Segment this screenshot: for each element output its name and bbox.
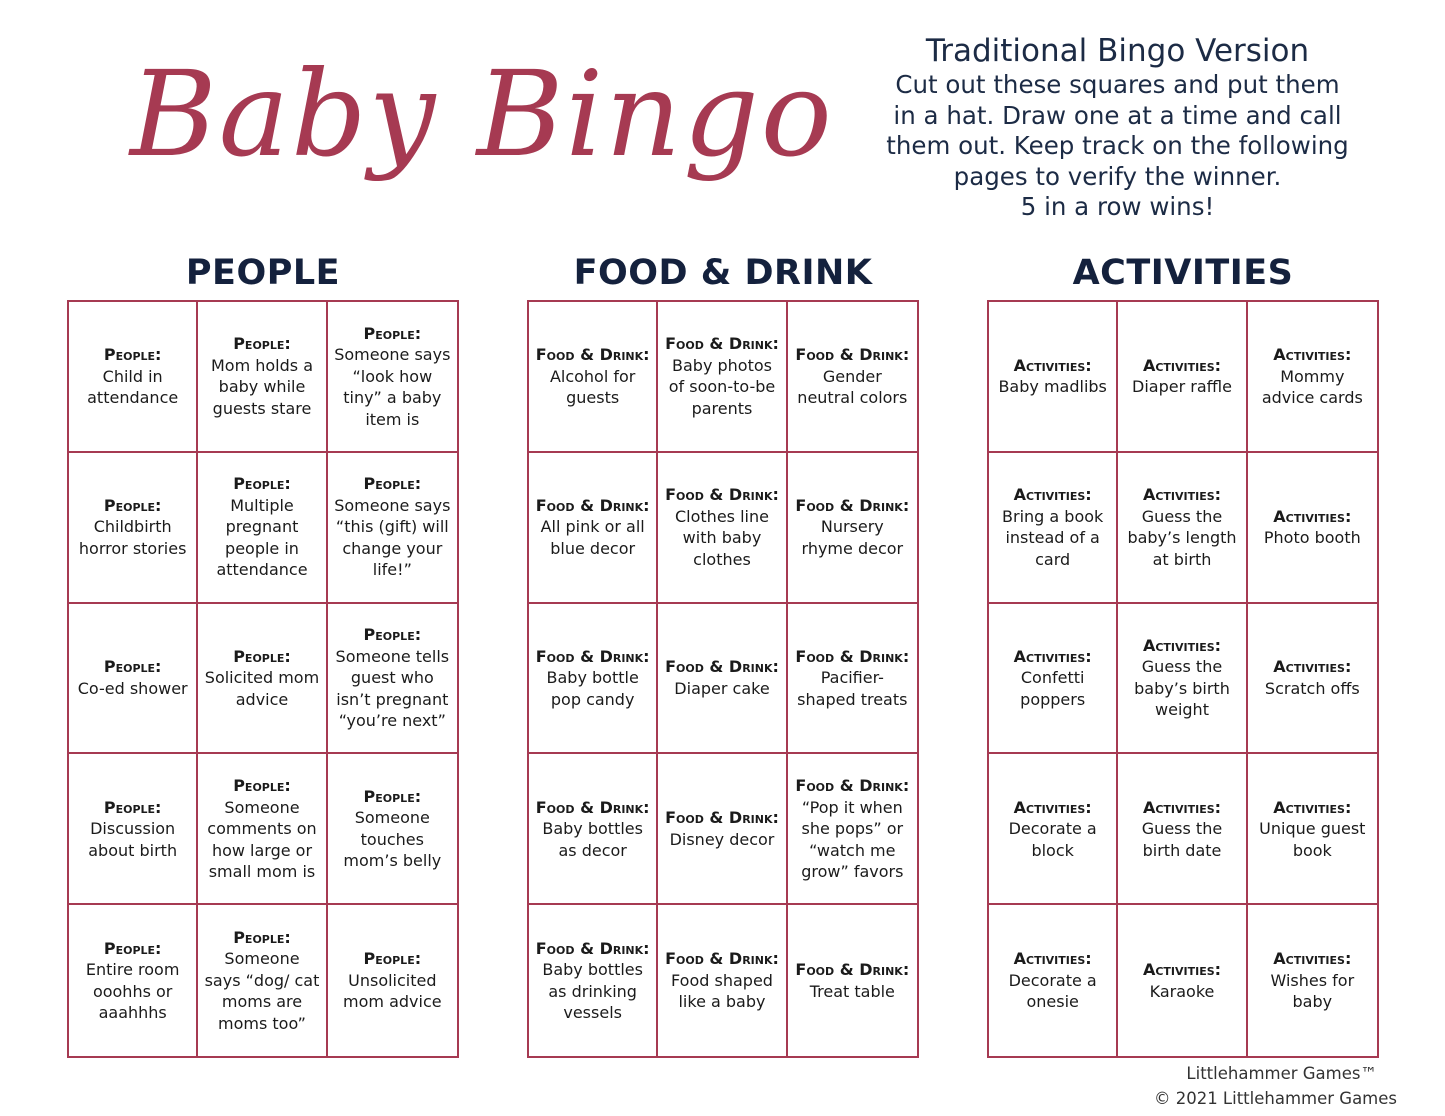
bingo-grid (987, 300, 1379, 1058)
square-text: Solicited mom advice (204, 668, 320, 709)
square-category: Activities: (1142, 485, 1222, 505)
square-text: Decorate a block (1008, 819, 1097, 860)
square-category: People: (103, 495, 162, 515)
square-category: Food & Drink: (795, 646, 910, 666)
bingo-square (788, 453, 917, 604)
square-text: Diaper cake (674, 678, 770, 698)
activities-section (987, 250, 1379, 1012)
square-category: Activities: (1013, 646, 1092, 666)
square-text: Baby photos of soon-to-be parents (668, 355, 776, 418)
footer-copyright: © 2021 Littlehammer Games (1153, 1089, 1397, 1108)
bingo-square (989, 604, 1118, 755)
bingo-square (529, 604, 658, 755)
bingo-square (658, 302, 787, 453)
bingo-square (1118, 905, 1247, 1056)
instructions-line: pages to verify the winner. (953, 161, 1282, 191)
bingo-square (198, 302, 327, 453)
square-text: Treat table (809, 981, 895, 1001)
square-text: Co-ed shower (77, 678, 188, 698)
bingo-square (1118, 754, 1247, 905)
square-category: Food & Drink: (535, 938, 650, 958)
square-category: Activities: (1273, 657, 1352, 677)
bingo-square (989, 905, 1118, 1056)
square-category: Activities: (1273, 506, 1352, 526)
instructions-line: them out. Keep track on the following (886, 131, 1349, 160)
square-text: Discussion about birth (88, 819, 178, 860)
square-category: People: (103, 938, 162, 958)
square-text: Unique guest book (1259, 819, 1366, 860)
bingo-square (1118, 302, 1247, 453)
square-text: Nursery rhyme decor (801, 517, 904, 558)
square-category: People: (363, 786, 422, 806)
bingo-square (1248, 604, 1377, 755)
square-category: People: (103, 657, 162, 677)
bingo-square (529, 905, 658, 1056)
square-text: Multiple pregnant people in attendance (216, 495, 308, 580)
square-text: Clothes line with baby clothes (675, 506, 769, 569)
bingo-square (69, 604, 198, 755)
bingo-square (529, 302, 658, 453)
square-category: Food & Drink: (795, 960, 910, 980)
square-category: Activities: (1142, 960, 1222, 980)
square-text: Entire room ooohhs or aaahhhs (85, 960, 180, 1023)
section-title: PEOPLE (185, 253, 341, 293)
square-category: Activities: (1013, 485, 1092, 505)
square-text: Diaper raffle (1132, 377, 1232, 397)
square-category: People: (363, 625, 422, 645)
square-text: Baby bottle pop candy (546, 668, 639, 709)
bingo-square (989, 754, 1118, 905)
bingo-square (989, 302, 1118, 453)
bingo-square (788, 604, 917, 755)
square-text: Pacifier-shaped treats (797, 668, 908, 709)
instructions-line: 5 in a row wins! (1020, 192, 1215, 221)
instructions-body (880, 70, 1355, 223)
square-category: Food & Drink: (535, 646, 650, 666)
bingo-square (1248, 302, 1377, 453)
square-category: People: (363, 474, 422, 494)
square-text: Mom holds a baby while guests stare (210, 355, 313, 418)
bingo-square (198, 604, 327, 755)
square-category: People: (233, 334, 291, 354)
square-text: Confetti poppers (1020, 668, 1086, 709)
square-text: Food shaped like a baby (671, 970, 773, 1012)
square-text: Bring a book instead of a card (1002, 506, 1104, 569)
bingo-square (198, 905, 327, 1056)
footer-brand: Littlehammer Games™ (1186, 1064, 1377, 1083)
square-category: Activities: (1273, 949, 1352, 969)
square-category: Food & Drink: (535, 495, 650, 515)
baby-bingo-logo (110, 30, 834, 220)
instructions (880, 32, 1355, 223)
square-category: People: (363, 949, 422, 969)
square-category: Activities: (1142, 355, 1222, 375)
square-text: Unsolicited mom advice (343, 970, 442, 1012)
square-category: People: (103, 797, 162, 817)
square-text: Baby bottles as drinking vessels (542, 960, 643, 1023)
square-category: Food & Drink: (665, 949, 779, 969)
logo-text: Baby Bingo (130, 45, 834, 183)
bingo-square (1118, 604, 1247, 755)
square-text: Scratch offs (1264, 678, 1360, 698)
square-text: Someone touches mom’s belly (343, 808, 442, 871)
bingo-square (69, 754, 198, 905)
square-text: Wishes for baby (1270, 970, 1355, 1012)
square-category: Food & Drink: (665, 334, 779, 354)
section-title: FOOD & DRINK (573, 253, 873, 293)
square-text: Someone comments on how large or small mom is (207, 797, 317, 882)
square-category: Food & Drink: (795, 345, 910, 365)
bingo-square (69, 453, 198, 604)
bingo-square (328, 905, 457, 1056)
square-text: Someone says “this (gift) will change your life!” (334, 495, 451, 580)
bingo-square (69, 905, 198, 1056)
square-category: Activities: (1142, 797, 1222, 817)
square-category: Activities: (1142, 635, 1222, 655)
square-category: Food & Drink: (665, 485, 779, 505)
square-category: People: (363, 323, 422, 343)
square-category: Activities: (1273, 345, 1352, 365)
square-text: Guess the baby’s birth weight (1134, 657, 1230, 720)
square-text: Guess the baby’s length at birth (1127, 506, 1237, 569)
square-category: People: (233, 776, 291, 796)
square-category: Activities: (1273, 797, 1352, 817)
square-text: Someone tells guest who isn’t pregnant “you’re next” (335, 646, 450, 731)
bingo-square (788, 754, 917, 905)
bingo-square (658, 453, 787, 604)
people-section (67, 250, 459, 1033)
bingo-grid (527, 300, 919, 1058)
square-category: Activities: (1013, 949, 1092, 969)
square-category: People: (233, 927, 291, 947)
bingo-square (1248, 754, 1377, 905)
bingo-square (788, 302, 917, 453)
bingo-square (1248, 453, 1377, 604)
square-text: Child in attendance (87, 366, 179, 408)
section-title: ACTIVITIES (1072, 253, 1294, 293)
bingo-square (529, 453, 658, 604)
square-text: Guess the birth date (1141, 819, 1223, 860)
square-text: Baby bottles as decor (542, 819, 643, 860)
square-category: People: (103, 345, 162, 365)
square-category: Food & Drink: (665, 808, 779, 828)
instructions-line: in a hat. Draw one at a time and call (893, 100, 1342, 130)
square-text: Karaoke (1149, 981, 1215, 1001)
bingo-square (328, 604, 457, 755)
bingo-square (658, 905, 787, 1056)
bingo-square (1248, 905, 1377, 1056)
food-drink-section (527, 250, 919, 1023)
bingo-square (529, 754, 658, 905)
square-text: All pink or all blue decor (540, 517, 645, 558)
bingo-square (198, 754, 327, 905)
bingo-square (989, 453, 1118, 604)
square-text: Disney decor (669, 829, 775, 849)
square-category: People: (233, 646, 291, 666)
bingo-square (328, 453, 457, 604)
square-category: Activities: (1013, 797, 1092, 817)
square-text: Someone says “dog/ cat moms are moms too” (204, 949, 320, 1033)
bingo-square (328, 302, 457, 453)
bingo-square (1118, 453, 1247, 604)
bingo-square (198, 453, 327, 604)
square-text: Someone says “look how tiny” a baby item is (334, 345, 451, 429)
square-category: Food & Drink: (665, 657, 779, 677)
bingo-square (328, 754, 457, 905)
bingo-square (658, 754, 787, 905)
square-text: Alcohol for guests (549, 366, 636, 408)
square-category: Food & Drink: (795, 495, 910, 515)
square-text: Photo booth (1263, 528, 1361, 548)
instructions-line: Cut out these squares and put them (895, 70, 1340, 99)
square-text: Decorate a onesie (1008, 970, 1097, 1012)
instructions-heading: Traditional Bingo Version (925, 33, 1310, 69)
square-text: Childbirth horror stories (78, 517, 187, 558)
square-category: Food & Drink: (535, 345, 650, 365)
bingo-square (69, 302, 198, 453)
square-category: People: (233, 474, 291, 494)
square-text: Gender neutral colors (797, 366, 908, 408)
bingo-square (658, 604, 787, 755)
square-category: Food & Drink: (795, 776, 910, 796)
bingo-grid (67, 300, 459, 1058)
square-category: Food & Drink: (535, 797, 650, 817)
square-text: Mommy advice cards (1261, 366, 1363, 408)
bingo-square (788, 905, 917, 1056)
square-text: Baby madlibs (998, 377, 1107, 397)
square-text: “Pop it when she pops” or “watch me grow” favors (801, 797, 904, 882)
square-category: Activities: (1013, 355, 1092, 375)
